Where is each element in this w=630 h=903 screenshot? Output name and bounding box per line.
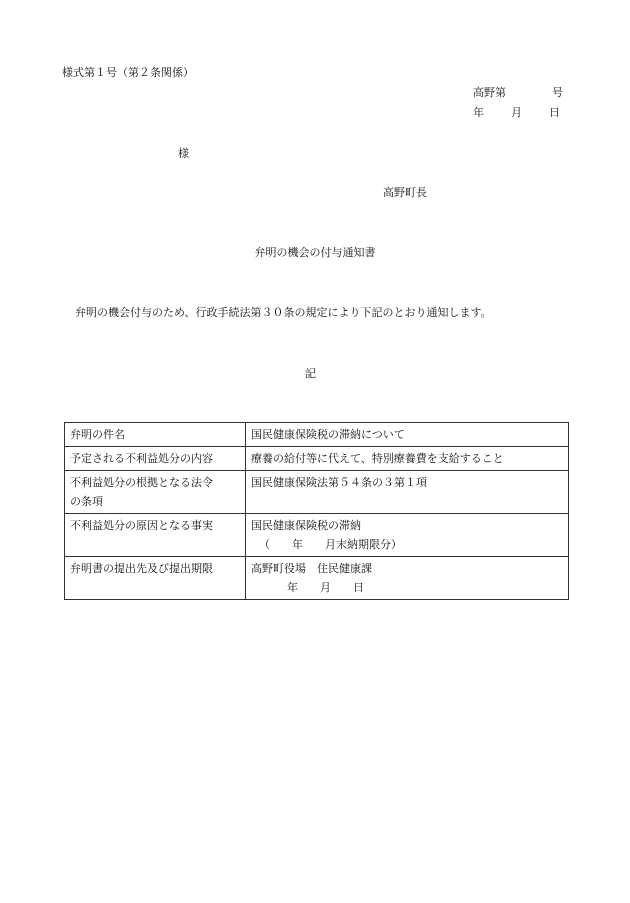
doc-month-label: 月 — [511, 106, 522, 119]
table-row — [65, 423, 569, 447]
row-value-line: 高野町役場 住民健康課 — [251, 562, 372, 575]
row-label: 予定される不利益処分の内容 — [65, 447, 246, 471]
row-value-line: 国民健康保険税の滞納 — [251, 519, 361, 532]
table-row — [65, 557, 569, 600]
issuer-name: 高野町長 — [383, 186, 427, 199]
row-value: 国民健康保険法第５４条の３第１項 — [246, 471, 569, 514]
document-title: 弁明の機会の付与通知書 — [254, 246, 376, 259]
doc-year-label: 年 — [473, 106, 484, 119]
row-label-line: 不利益処分の根拠となる法令 — [70, 476, 213, 489]
row-value-line: （ 年 月末納期限分） — [259, 538, 402, 551]
row-value — [246, 557, 569, 600]
form-number-label: 様式第１号（第２条関係） — [62, 66, 194, 79]
row-label: 不利益処分の原因となる事実 — [65, 514, 246, 557]
document-number-block — [473, 86, 563, 126]
body-text: 弁明の機会付与のため、行政手続法第３０条の規定により下記のとおり通知します。 — [75, 306, 492, 319]
details-table — [64, 422, 569, 600]
table-row — [65, 447, 569, 471]
addressee-honorific: 様 — [178, 147, 189, 160]
row-value-line: 年 月 日 — [287, 581, 364, 594]
row-value: 国民健康保険税の滞納について — [246, 423, 569, 447]
doc-office-label: 高野第 — [473, 86, 506, 99]
row-label: 弁明書の提出先及び提出期限 — [65, 557, 246, 600]
table-row — [65, 471, 569, 514]
doc-number-suffix: 号 — [552, 86, 563, 99]
row-value: 療養の給付等に代えて、特別療養費を支給すること — [246, 447, 569, 471]
table-row — [65, 514, 569, 557]
doc-day-label: 日 — [549, 106, 560, 119]
row-value — [246, 514, 569, 557]
row-label: 弁明の件名 — [65, 423, 246, 447]
row-label — [65, 471, 246, 514]
ki-label: 記 — [305, 367, 316, 380]
row-label-line: の条項 — [70, 495, 103, 508]
